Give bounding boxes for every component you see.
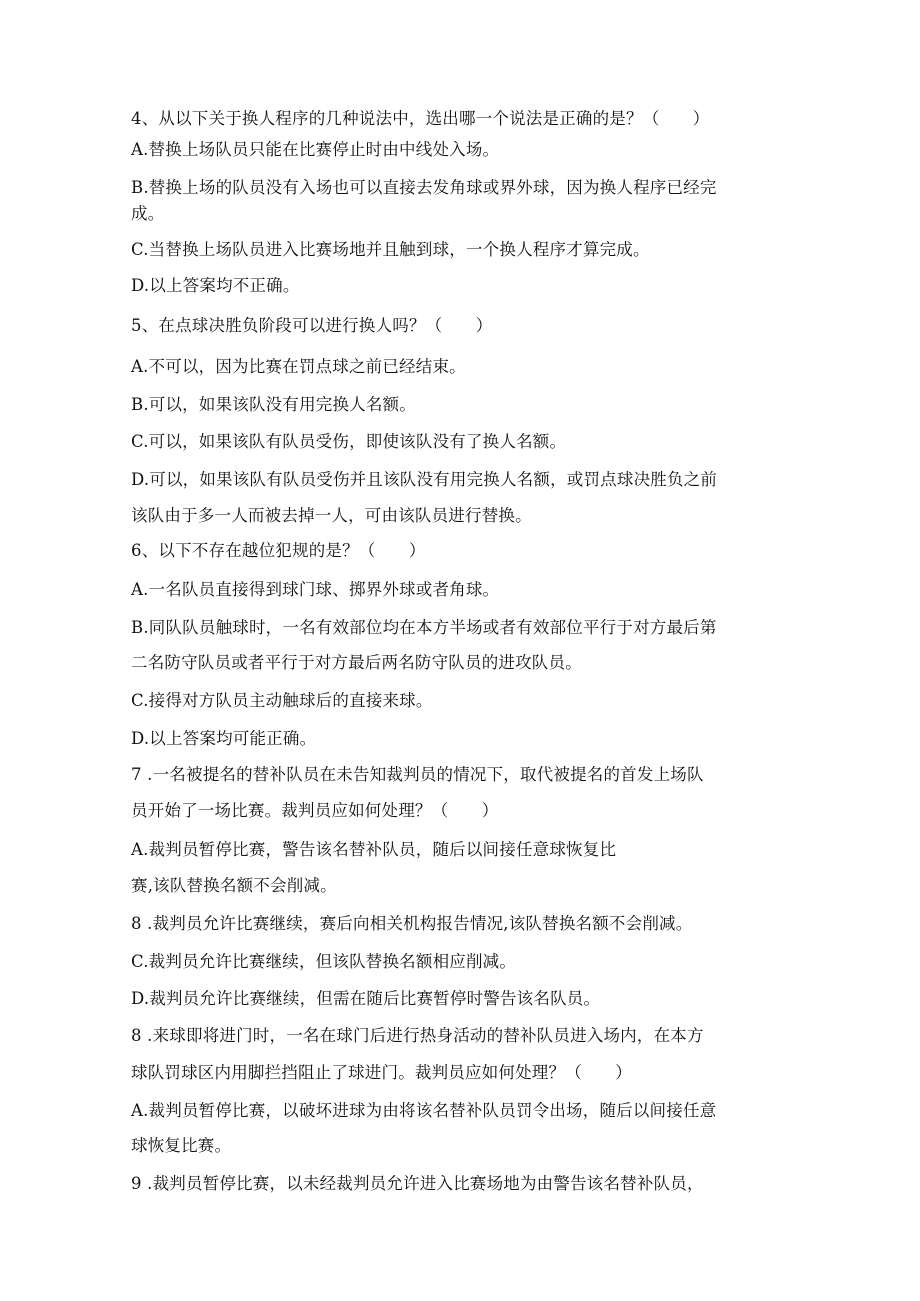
q4-option-c: C.当替换上场队员进入比赛场地并且触到球，一个换人程序才算完成。	[131, 240, 650, 259]
q8-question-line1: 8 .来球即将进门时，一名在球门后进行热身活动的替补队员进入场内，在本方	[131, 1026, 704, 1045]
q7-option-a-line2: 赛,该队替换名额不会削减。	[131, 876, 337, 895]
q7-option-b: 8 .裁判员允许比赛继续，赛后向相关机构报告情况,该队替换名额不会削减。	[131, 914, 693, 933]
q6-option-d: D.以上答案均可能正确。	[131, 729, 317, 748]
q8-question-line2: 球队罚球区内用脚拦挡阻止了球进门。裁判员应如何处理？（ ）	[131, 1063, 632, 1082]
q6-option-c: C.接得对方队员主动触球后的直接来球。	[131, 691, 433, 710]
q6-question: 6、以下不存在越位犯规的是？（ ）	[131, 541, 426, 560]
q4-option-b-line1: B.替换上场的队员没有入场也可以直接去发角球或界外球，因为换人程序已经完	[131, 178, 717, 197]
q5-question: 5、在点球决胜负阶段可以进行换人吗？（ ）	[131, 316, 493, 335]
q5-option-d-line1: D.可以，如果该队有队员受伤并且该队没有用完换人名额，或罚点球决胜负之前	[131, 470, 718, 489]
q8-option-b-line1: 9 .裁判员暂停比赛，以未经裁判员允许进入比赛场地为由警告该名替补队员，	[131, 1174, 704, 1193]
q5-option-a: A.不可以，因为比赛在罚点球之前已经结束。	[131, 357, 466, 376]
q7-option-d: D.裁判员允许比赛继续，但需在随后比赛暂停时警告该名队员。	[131, 989, 601, 1008]
q4-question: 4、从以下关于换人程序的几种说法中，选出哪一个说法是正确的是？（ ）	[131, 109, 710, 128]
q5-option-b: B.可以，如果该队没有用完换人名额。	[131, 395, 416, 414]
q7-option-c: C.裁判员允许比赛继续，但该队替换名额相应削减。	[131, 952, 517, 971]
q8-option-a-line1: A.裁判员暂停比赛，以破坏进球为由将该名替补队员罚令出场，随后以间接任意	[131, 1101, 717, 1120]
q8-option-a-line2: 球恢复比赛。	[131, 1136, 232, 1155]
q4-option-d: D.以上答案均不正确。	[131, 276, 300, 295]
q4-option-b-line2: 成。	[131, 204, 165, 223]
q4-option-a: A.替换上场队员只能在比赛停止时由中线处入场。	[131, 140, 500, 159]
q6-option-a: A.一名队员直接得到球门球、掷界外球或者角球。	[131, 580, 500, 599]
q7-question-line1: 7 .一名被提名的替补队员在未告知裁判员的情况下，取代被提名的首发上场队	[131, 765, 704, 784]
q5-option-c: C.可以，如果该队有队员受伤，即使该队没有了换人名额。	[131, 432, 567, 451]
q7-option-a-line1: A.裁判员暂停比赛，警告该名替补队员，随后以间接任意球恢复比	[131, 840, 617, 859]
q6-option-b-line1: B.同队队员触球时，一名有效部位均在本方半场或者有效部位平行于对方最后第	[131, 618, 717, 637]
q7-question-line2: 员开始了一场比赛。裁判员应如何处理？（ ）	[131, 801, 499, 820]
q5-option-d-line2: 该队由于多一人而被去掉一人，可由该队员进行替换。	[131, 506, 532, 525]
q6-option-b-line2: 二名防守队员或者平行于对方最后两名防守队员的进攻队员。	[131, 653, 582, 672]
